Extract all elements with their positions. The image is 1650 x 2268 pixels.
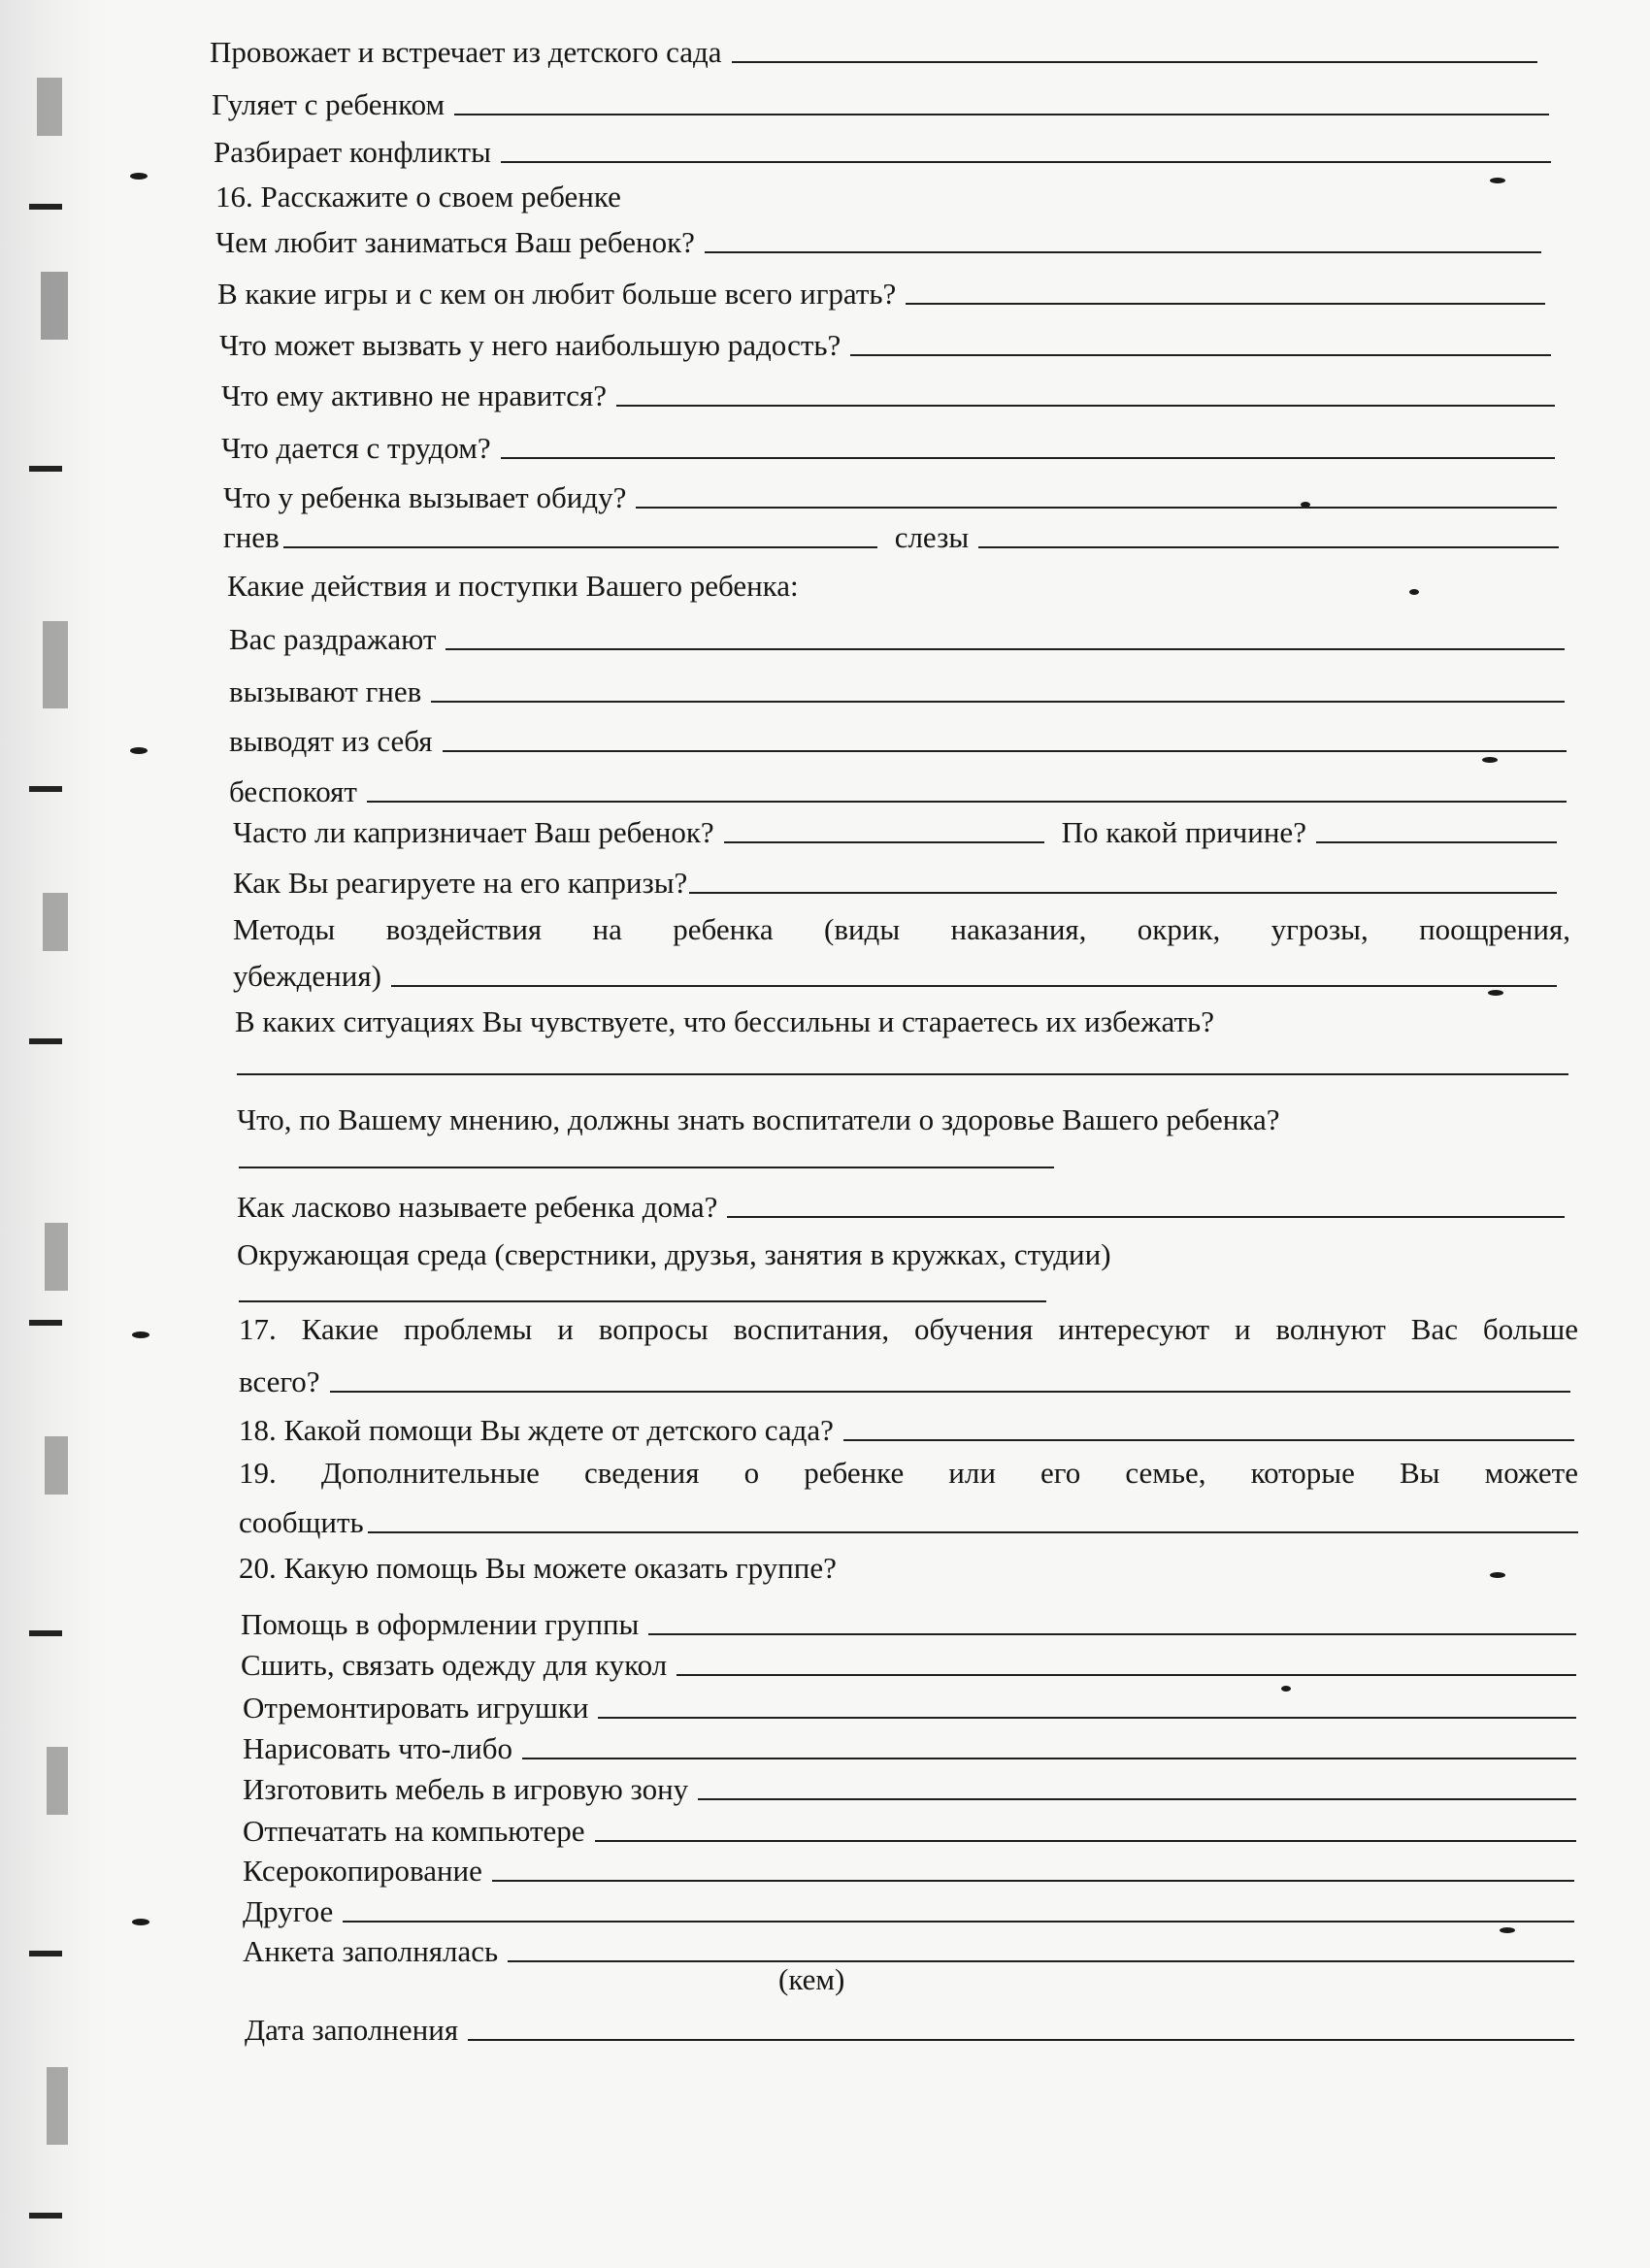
actions-heading: Какие действия и поступки Вашего ребенка: (227, 569, 799, 603)
scan-mark (29, 1630, 62, 1636)
scan-edge (0, 0, 107, 2268)
scan-mark (47, 2067, 68, 2145)
dislikes-label: Что ему активно не нравится? (221, 378, 608, 412)
scan-speck (132, 1331, 149, 1338)
q18-label: 18. Какой помощи Вы ждете от детского сада? (239, 1413, 834, 1447)
help-draw-row (243, 1731, 1576, 1766)
q19-label: сообщить (239, 1505, 364, 1539)
scan-mark (47, 1747, 68, 1815)
joy-row (219, 328, 1551, 363)
by-whom-caption: (кем) (778, 1962, 845, 1996)
cause-anger-label: вызывают гнев (229, 674, 422, 708)
helpless-question: В каких ситуациях Вы чувствуете, что бессильны и стараетесь их избежать? (235, 1004, 1214, 1038)
scan-mark (41, 272, 68, 340)
help-repair-row (243, 1691, 1576, 1726)
capricious-label: Часто ли капризничает Ваш ребенок? (233, 815, 714, 849)
scan-speck (1490, 178, 1505, 183)
resentment-field[interactable] (636, 507, 1557, 509)
tears-field[interactable] (978, 546, 1559, 548)
scan-mark (29, 2213, 62, 2219)
scan-speck (1409, 589, 1419, 595)
q19-row (239, 1505, 1578, 1540)
help-copy-label: Ксерокопирование (243, 1854, 482, 1888)
question-16-title: 16. Расскажите о своем ребенке (215, 180, 621, 214)
anger-tears-row (223, 520, 1559, 555)
anger-label: гнев (223, 520, 280, 554)
react-field[interactable] (689, 892, 1557, 894)
environment-question: Окружающая среда (сверстники, друзья, занятия в кружках, студии) (237, 1237, 1111, 1271)
help-copy-field[interactable] (492, 1880, 1574, 1882)
games-row (217, 277, 1545, 312)
capricious-row (233, 815, 1557, 850)
nickname-field[interactable] (727, 1216, 1565, 1218)
conflicts-label: Разбирает конфликты (214, 135, 491, 169)
question-17-line1: 17. Какие проблемы и вопросы воспитания, обучения интересуют и волнуют Вас больше (239, 1312, 1578, 1346)
worry-row (229, 774, 1567, 809)
capricious-field[interactable] (724, 841, 1044, 843)
joy-label: Что может вызвать у него наибольшую радость? (219, 328, 842, 362)
question-19-line1: 19. Дополнительные сведения о ребенке или его семье, которые Вы можете (239, 1456, 1578, 1490)
date-row (245, 2013, 1574, 2048)
date-label: Дата заполнения (245, 2013, 459, 2047)
cause-anger-row (229, 674, 1565, 709)
drive-out-row (229, 724, 1567, 759)
hobbies-row (215, 225, 1541, 260)
resentment-row (223, 480, 1557, 515)
worry-label: беспокоят (229, 774, 357, 808)
cause-anger-field[interactable] (431, 701, 1565, 703)
walks-row (212, 87, 1549, 122)
scan-mark (29, 786, 62, 792)
difficulty-row (221, 431, 1555, 466)
dislikes-row (221, 378, 1555, 413)
scan-speck (130, 173, 148, 180)
resentment-label: Что у ребенка вызывает обиду? (223, 480, 627, 514)
methods-row (233, 959, 1557, 994)
scan-speck (132, 1919, 149, 1925)
worry-field[interactable] (367, 801, 1567, 803)
filled-by-field[interactable] (508, 1960, 1574, 1962)
difficulty-field[interactable] (501, 457, 1555, 459)
help-repair-label: Отремонтировать игрушки (243, 1691, 589, 1725)
scan-mark (29, 1951, 62, 1956)
games-label: В какие игры и с кем он любит больше всего играть? (217, 277, 897, 311)
scan-mark (37, 78, 62, 136)
methods-text-line1: Методы воздействия на ребенка (виды наказания, окрик, угрозы, поощрения, (233, 912, 1570, 946)
question-20-title: 20. Какую помощь Вы можете оказать группе? (239, 1551, 837, 1585)
conflicts-field[interactable] (501, 161, 1551, 163)
help-decor-field[interactable] (648, 1633, 1576, 1635)
scan-mark (45, 1223, 68, 1291)
drive-out-field[interactable] (443, 750, 1567, 752)
help-other-label: Другое (243, 1894, 334, 1928)
helpless-field[interactable] (237, 1073, 1568, 1075)
help-copy-row (243, 1854, 1574, 1889)
help-draw-field[interactable] (522, 1758, 1576, 1759)
help-print-row (243, 1814, 1576, 1849)
react-row (233, 866, 1557, 901)
health-field[interactable] (239, 1167, 1054, 1168)
nickname-row (237, 1190, 1565, 1225)
scan-speck (1490, 1572, 1505, 1578)
help-furniture-row (243, 1772, 1576, 1807)
help-print-label: Отпечатать на компьютере (243, 1814, 585, 1848)
reason-label: По какой причине? (1061, 815, 1306, 849)
scan-mark (29, 204, 62, 210)
date-field[interactable] (468, 2039, 1574, 2041)
accompany-field[interactable] (732, 61, 1537, 63)
help-sew-label: Сшить, связать одежду для кукол (241, 1648, 668, 1682)
accompany-label: Провожает и встречает из детского сада (210, 35, 722, 69)
help-print-field[interactable] (595, 1840, 1576, 1842)
q18-row (239, 1413, 1574, 1448)
help-draw-label: Нарисовать что-либо (243, 1731, 513, 1765)
dislikes-field[interactable] (616, 405, 1555, 407)
conflicts-row (214, 135, 1551, 170)
filled-by-row (243, 1934, 1574, 1969)
q17-row (239, 1364, 1570, 1399)
scan-mark (43, 621, 68, 708)
reason-field[interactable] (1316, 841, 1557, 843)
difficulty-label: Что дается с трудом? (221, 431, 491, 465)
react-label: Как Вы реагируете на его капризы? (233, 866, 688, 900)
q17-label: всего? (239, 1364, 320, 1398)
irritate-label: Вас раздражают (229, 622, 437, 656)
help-other-row (243, 1894, 1574, 1929)
help-furniture-label: Изготовить мебель в игровую зону (243, 1772, 689, 1806)
hobbies-field[interactable] (705, 251, 1541, 253)
games-field[interactable] (906, 303, 1545, 305)
scan-speck (130, 747, 148, 754)
help-sew-row (241, 1648, 1576, 1683)
methods-field[interactable] (391, 985, 1557, 987)
help-repair-field[interactable] (598, 1717, 1576, 1719)
filled-by-label: Анкета заполнялась (243, 1934, 499, 1968)
help-decor-row (241, 1607, 1576, 1642)
joy-field[interactable] (850, 354, 1551, 356)
hobbies-label: Чем любит заниматься Ваш ребенок? (215, 225, 695, 259)
walks-field[interactable] (454, 114, 1549, 115)
scan-mark (29, 466, 62, 472)
help-other-field[interactable] (343, 1921, 1574, 1923)
help-furniture-field[interactable] (698, 1798, 1576, 1800)
q17-field[interactable] (330, 1391, 1570, 1393)
environment-field[interactable] (239, 1300, 1046, 1302)
drive-out-label: выводят из себя (229, 724, 433, 758)
q19-field[interactable] (368, 1531, 1578, 1533)
help-decor-label: Помощь в оформлении группы (241, 1607, 640, 1641)
scan-mark (29, 1038, 62, 1044)
anger-field[interactable] (283, 546, 877, 548)
tears-label: слезы (894, 520, 970, 554)
walks-label: Гуляет с ребенком (212, 87, 446, 121)
help-sew-field[interactable] (676, 1674, 1576, 1676)
scan-mark (43, 893, 68, 951)
q18-field[interactable] (843, 1439, 1574, 1441)
methods-label: убеждения) (233, 959, 381, 993)
nickname-label: Как ласково называете ребенка дома? (237, 1190, 718, 1224)
accompany-row (210, 35, 1537, 70)
scan-mark (45, 1436, 68, 1495)
irritate-field[interactable] (446, 648, 1565, 650)
irritate-row (229, 622, 1565, 657)
scan-mark (29, 1320, 62, 1326)
health-question: Что, по Вашему мнению, должны знать воспитатели о здоровье Вашего ребенка? (237, 1102, 1280, 1136)
